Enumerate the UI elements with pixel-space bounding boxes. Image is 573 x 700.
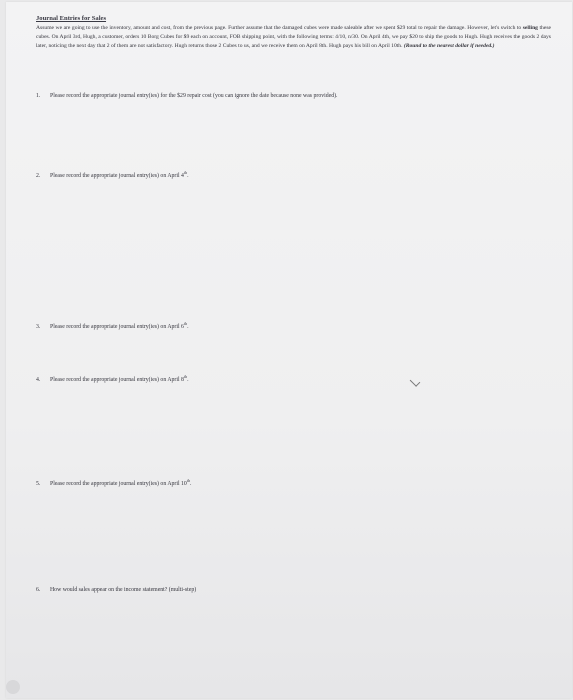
question-number: 6. [36, 587, 41, 593]
question-number: 1. [36, 93, 41, 99]
ordinal-suffix: th [183, 170, 188, 175]
question-end: . [187, 376, 189, 383]
question-4 [36, 374, 189, 383]
intro-bold-selling: selling [522, 25, 538, 31]
question-number: 4. [36, 376, 41, 383]
document-title: Journal Entries for Sales [36, 15, 107, 22]
question-number: 2. [36, 172, 41, 179]
question-text: Please record the appropriate journal entry(ies) on April 4 [50, 172, 184, 179]
question-text: Please record the appropriate journal entry(ies) on April 6 [50, 323, 184, 330]
question-text: Please record the appropriate journal entry(ies) for the $29 repair cost (you can ignore the date because none was provided). [50, 93, 338, 99]
page-corner-mark [6, 680, 20, 694]
question-6 [36, 587, 196, 593]
question-number: 5. [36, 480, 41, 487]
question-2 [36, 170, 189, 179]
rounding-note: (Round to the nearest dollar if needed.) [403, 43, 495, 49]
ordinal-suffix: th [183, 374, 188, 379]
ordinal-suffix: th [183, 321, 188, 326]
intro-text: Assume we are going to use the inventory, amount and cost, from the previous page. Further assume that the damaged cubes were made saleable after we spent $29 total to repair the damage. However, let's switch to [36, 25, 523, 31]
document-page [6, 2, 572, 698]
intro-text-continued: these cubes. On April 3rd, Hugh, a customer, orders 10 Borg Cubes for $9 each on account, FOB shipping point, with the following terms: 4/10, n/30. On April 4th, we pay $20 to ship the goods to Hugh. Hugh receives the goods 2 days later, noticing the next day that 2 of them are not satisfactory. Hugh returns those 2 Cubes to us, and we receive them on April 8th. Hugh pays his bill on April 10th. [36, 25, 551, 49]
question-text: How would sales appear on the income statement? (multi-step) [50, 587, 197, 593]
question-end: . [187, 323, 189, 330]
question-3 [36, 321, 189, 330]
question-end: . [189, 480, 192, 487]
question-number: 3. [36, 323, 41, 330]
question-text: Please record the appropriate journal entry(ies) on April 8 [50, 376, 184, 383]
question-5 [36, 478, 191, 487]
question-end: . [187, 172, 189, 179]
question-text: Please record the appropriate journal entry(ies) on April 10 [50, 480, 187, 487]
problem-intro [36, 24, 551, 51]
question-1 [36, 93, 337, 99]
ordinal-suffix: th [186, 478, 190, 483]
